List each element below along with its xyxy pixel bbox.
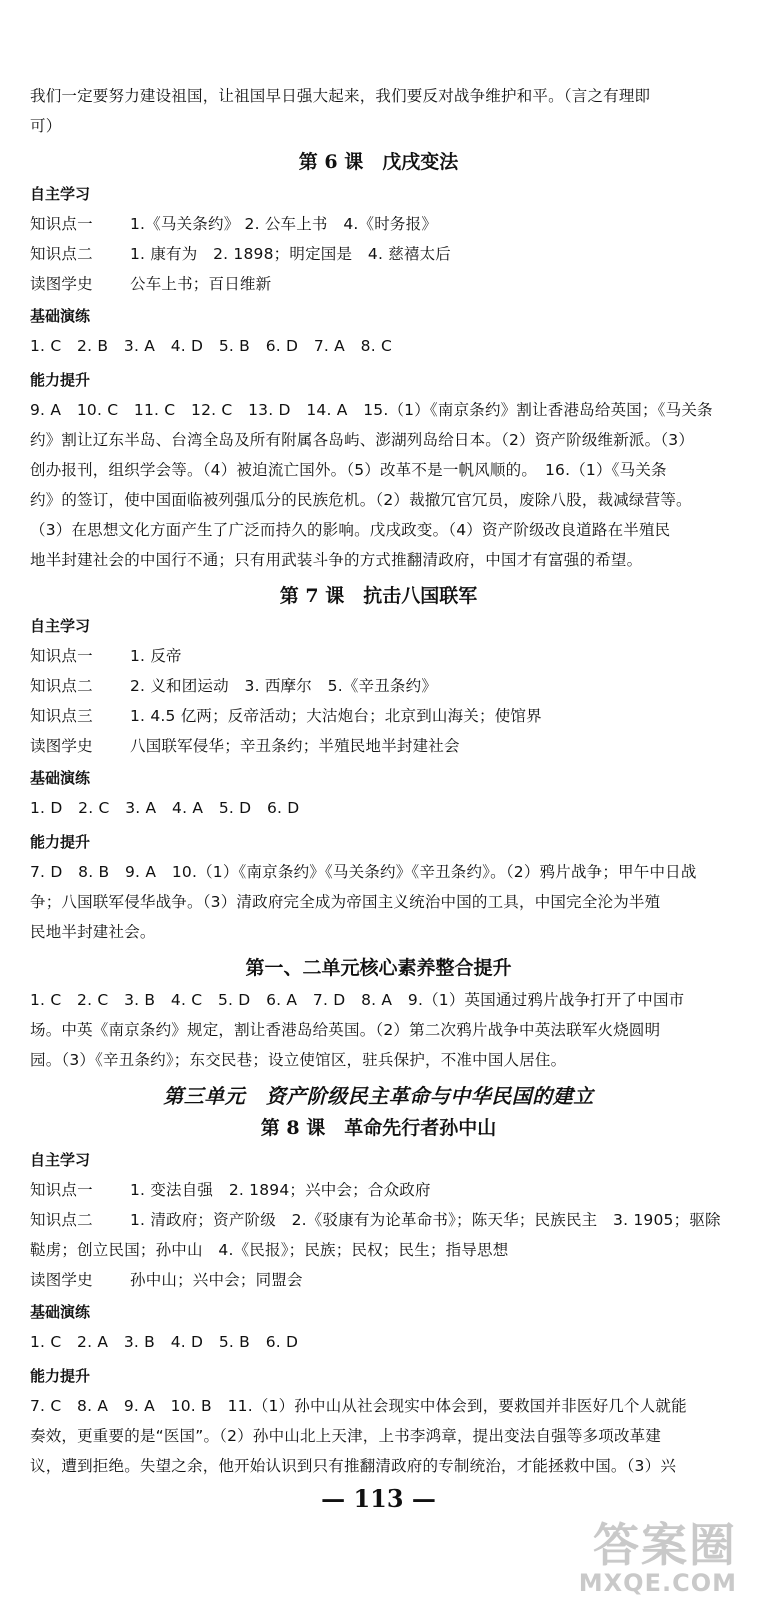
l7-knowledge-2 bbox=[30, 676, 733, 696]
l7-k3-text: 1. 4.5 亿两；反帝活动；大沽炮台；北京到山海关；使馆界 bbox=[130, 707, 542, 725]
u12-line-2: 场。中英《南京条约》规定，割让香港岛给英国。（2）第二次鸦片战争中英法联军火烧圆明 bbox=[30, 1021, 661, 1039]
unit-3-title: 第三单元 资产阶级民主革命与中华民国的建立 bbox=[163, 1084, 594, 1108]
l8-k2-label: 知识点二 bbox=[30, 1211, 93, 1229]
l7-k1-text: 1. 反帝 bbox=[130, 647, 182, 665]
unit-1-2-review-title: 第一、二单元核心素养整合提升 bbox=[245, 957, 512, 979]
l6-basic-practice-heading: 基础演练 bbox=[30, 307, 91, 325]
l8-dt-label: 读图学史 bbox=[30, 1271, 93, 1289]
l8-basic-answers: 1. C 2. A 3. B 4. D 5. B 6. D bbox=[30, 1333, 299, 1351]
l6-ability-line-3: 创办报刊，组织学会等。（4）被迫流亡国外。（5）改革不是一帆风顺的。 16.（1）《马关条 bbox=[30, 461, 667, 479]
watermark-url: MXQE.COM bbox=[578, 1569, 737, 1597]
l8-self-study-heading: 自主学习 bbox=[30, 1151, 91, 1169]
l7-dt-text: 八国联军侵华；辛丑条约；半殖民地半封建社会 bbox=[130, 737, 460, 755]
l6-dt-label: 读图学史 bbox=[30, 275, 93, 293]
l7-read-image bbox=[30, 736, 733, 756]
l8-k1-text: 1. 变法自强 2. 1894；兴中会；合众政府 bbox=[130, 1181, 431, 1199]
l6-knowledge-2 bbox=[30, 244, 733, 264]
l8-ability-line-2: 奏效，更重要的是“医国”。（2）孙中山北上天津，上书李鸿章，提出变法自强等多项改革建 bbox=[30, 1427, 662, 1445]
l8-knowledge-1 bbox=[30, 1180, 733, 1200]
l6-ability-line-6: 地半封建社会的中国行不通；只有用武装斗争的方式推翻清政府，中国才有富强的希望。 bbox=[30, 551, 643, 569]
l6-basic-answers: 1. C 2. B 3. A 4. D 5. B 6. D 7. A 8. C bbox=[30, 337, 393, 355]
l6-ability-line-5: （3）在思想文化方面产生了广泛而持久的影响。戊戌政变。（4）资产阶级改良道路在半殖民 bbox=[30, 521, 671, 539]
l7-ability-heading: 能力提升 bbox=[30, 833, 91, 851]
l8-dt-text: 孙中山；兴中会；同盟会 bbox=[130, 1271, 303, 1289]
l7-ability-line-2: 争；八国联军侵华战争。（3）清政府完全成为帝国主义统治中国的工具，中国完全沦为半殖 bbox=[30, 893, 661, 911]
l7-dt-label: 读图学史 bbox=[30, 737, 93, 755]
l8-k2-text: 1. 清政府；资产阶级 2.《驳康有为论革命书》；陈天华；民族民主 3. 1905；驱除 bbox=[130, 1211, 721, 1229]
l8-k1-label: 知识点一 bbox=[30, 1181, 93, 1199]
lesson-8-title: 第 8 课 革命先行者孙中山 bbox=[260, 1117, 497, 1139]
l8-read-image bbox=[30, 1270, 733, 1290]
page-number: — 113 — bbox=[321, 1484, 436, 1513]
intro-line-1: 我们一定要努力建设祖国，让祖国早日强大起来，我们要反对战争维护和平。（言之有理即 bbox=[30, 87, 651, 105]
l7-k1-label: 知识点一 bbox=[30, 647, 93, 665]
u12-line-1: 1. C 2. C 3. B 4. C 5. D 6. A 7. D 8. A 9.（1）英国通过鸦片战争打开了中国市 bbox=[30, 991, 685, 1009]
l8-ability-line-1: 7. C 8. A 9. A 10. B 11.（1）孙中山从社会现实中体会到，要救国并非医好几个人就能 bbox=[30, 1397, 687, 1415]
l7-ability-line-3: 民地半封建社会。 bbox=[30, 923, 156, 941]
l7-self-study-heading: 自主学习 bbox=[30, 617, 91, 635]
l7-k2-text: 2. 义和团运动 3. 西摩尔 5.《辛丑条约》 bbox=[130, 677, 438, 695]
l6-ability-line-2: 约》割让辽东半岛、台湾全岛及所有附属各岛屿、澎湖列岛给日本。（2）资产阶级维新派。（3） bbox=[30, 431, 695, 449]
l8-basic-practice-heading: 基础演练 bbox=[30, 1303, 91, 1321]
l6-ability-heading: 能力提升 bbox=[30, 371, 91, 389]
l6-knowledge-1 bbox=[30, 214, 733, 234]
l7-knowledge-3 bbox=[30, 706, 733, 726]
l7-basic-practice-heading: 基础演练 bbox=[30, 769, 91, 787]
l6-self-study-heading: 自主学习 bbox=[30, 185, 91, 203]
l6-k1-label: 知识点一 bbox=[30, 215, 93, 233]
intro-line-2: 可） bbox=[30, 117, 62, 135]
l6-ability-line-1: 9. A 10. C 11. C 12. C 13. D 14. A 15.（1）《南京条约》割让香港岛给英国；《马关条 bbox=[30, 401, 713, 419]
watermark-logo: 答案圈 bbox=[593, 1518, 737, 1572]
l7-knowledge-1 bbox=[30, 646, 733, 666]
l8-ability-line-3: 议，遭到拒绝。失望之余，他开始认识到只有推翻清政府的专制统治，才能拯救中国。（3）兴 bbox=[30, 1457, 677, 1475]
l8-knowledge-2 bbox=[30, 1210, 733, 1230]
l6-dt-text: 公车上书；百日维新 bbox=[130, 275, 272, 293]
watermark bbox=[579, 1520, 737, 1596]
l6-read-image bbox=[30, 274, 733, 294]
l6-k1-text: 1.《马关条约》 2. 公车上书 4.《时务报》 bbox=[130, 215, 438, 233]
l6-k2-text: 1. 康有为 2. 1898；明定国是 4. 慈禧太后 bbox=[130, 245, 451, 263]
l7-ability-line-1: 7. D 8. B 9. A 10.（1）《南京条约》《马关条约》《辛丑条约》。（2）鸦片战争；甲午中日战 bbox=[30, 863, 697, 881]
l7-basic-answers: 1. D 2. C 3. A 4. A 5. D 6. D bbox=[30, 799, 300, 817]
l8-knowledge-2-cont: 鞑虏；创立民国；孙中山 4.《民报》；民族；民权；民生；指导思想 bbox=[30, 1241, 509, 1259]
l6-ability-line-4: 约》的签订，使中国面临被列强瓜分的民族危机。（2）裁撤冗官冗员，废除八股，裁减绿营等。 bbox=[30, 491, 692, 509]
u12-line-3: 园。（3）《辛丑条约》；东交民巷；设立使馆区，驻兵保护，不准中国人居住。 bbox=[30, 1051, 567, 1069]
l6-k2-label: 知识点二 bbox=[30, 245, 93, 263]
l8-ability-heading: 能力提升 bbox=[30, 1367, 91, 1385]
l7-k2-label: 知识点二 bbox=[30, 677, 93, 695]
lesson-6-title: 第 6 课 戊戌变法 bbox=[298, 151, 459, 173]
l7-k3-label: 知识点三 bbox=[30, 707, 93, 725]
lesson-7-title: 第 7 课 抗击八国联军 bbox=[279, 585, 478, 607]
